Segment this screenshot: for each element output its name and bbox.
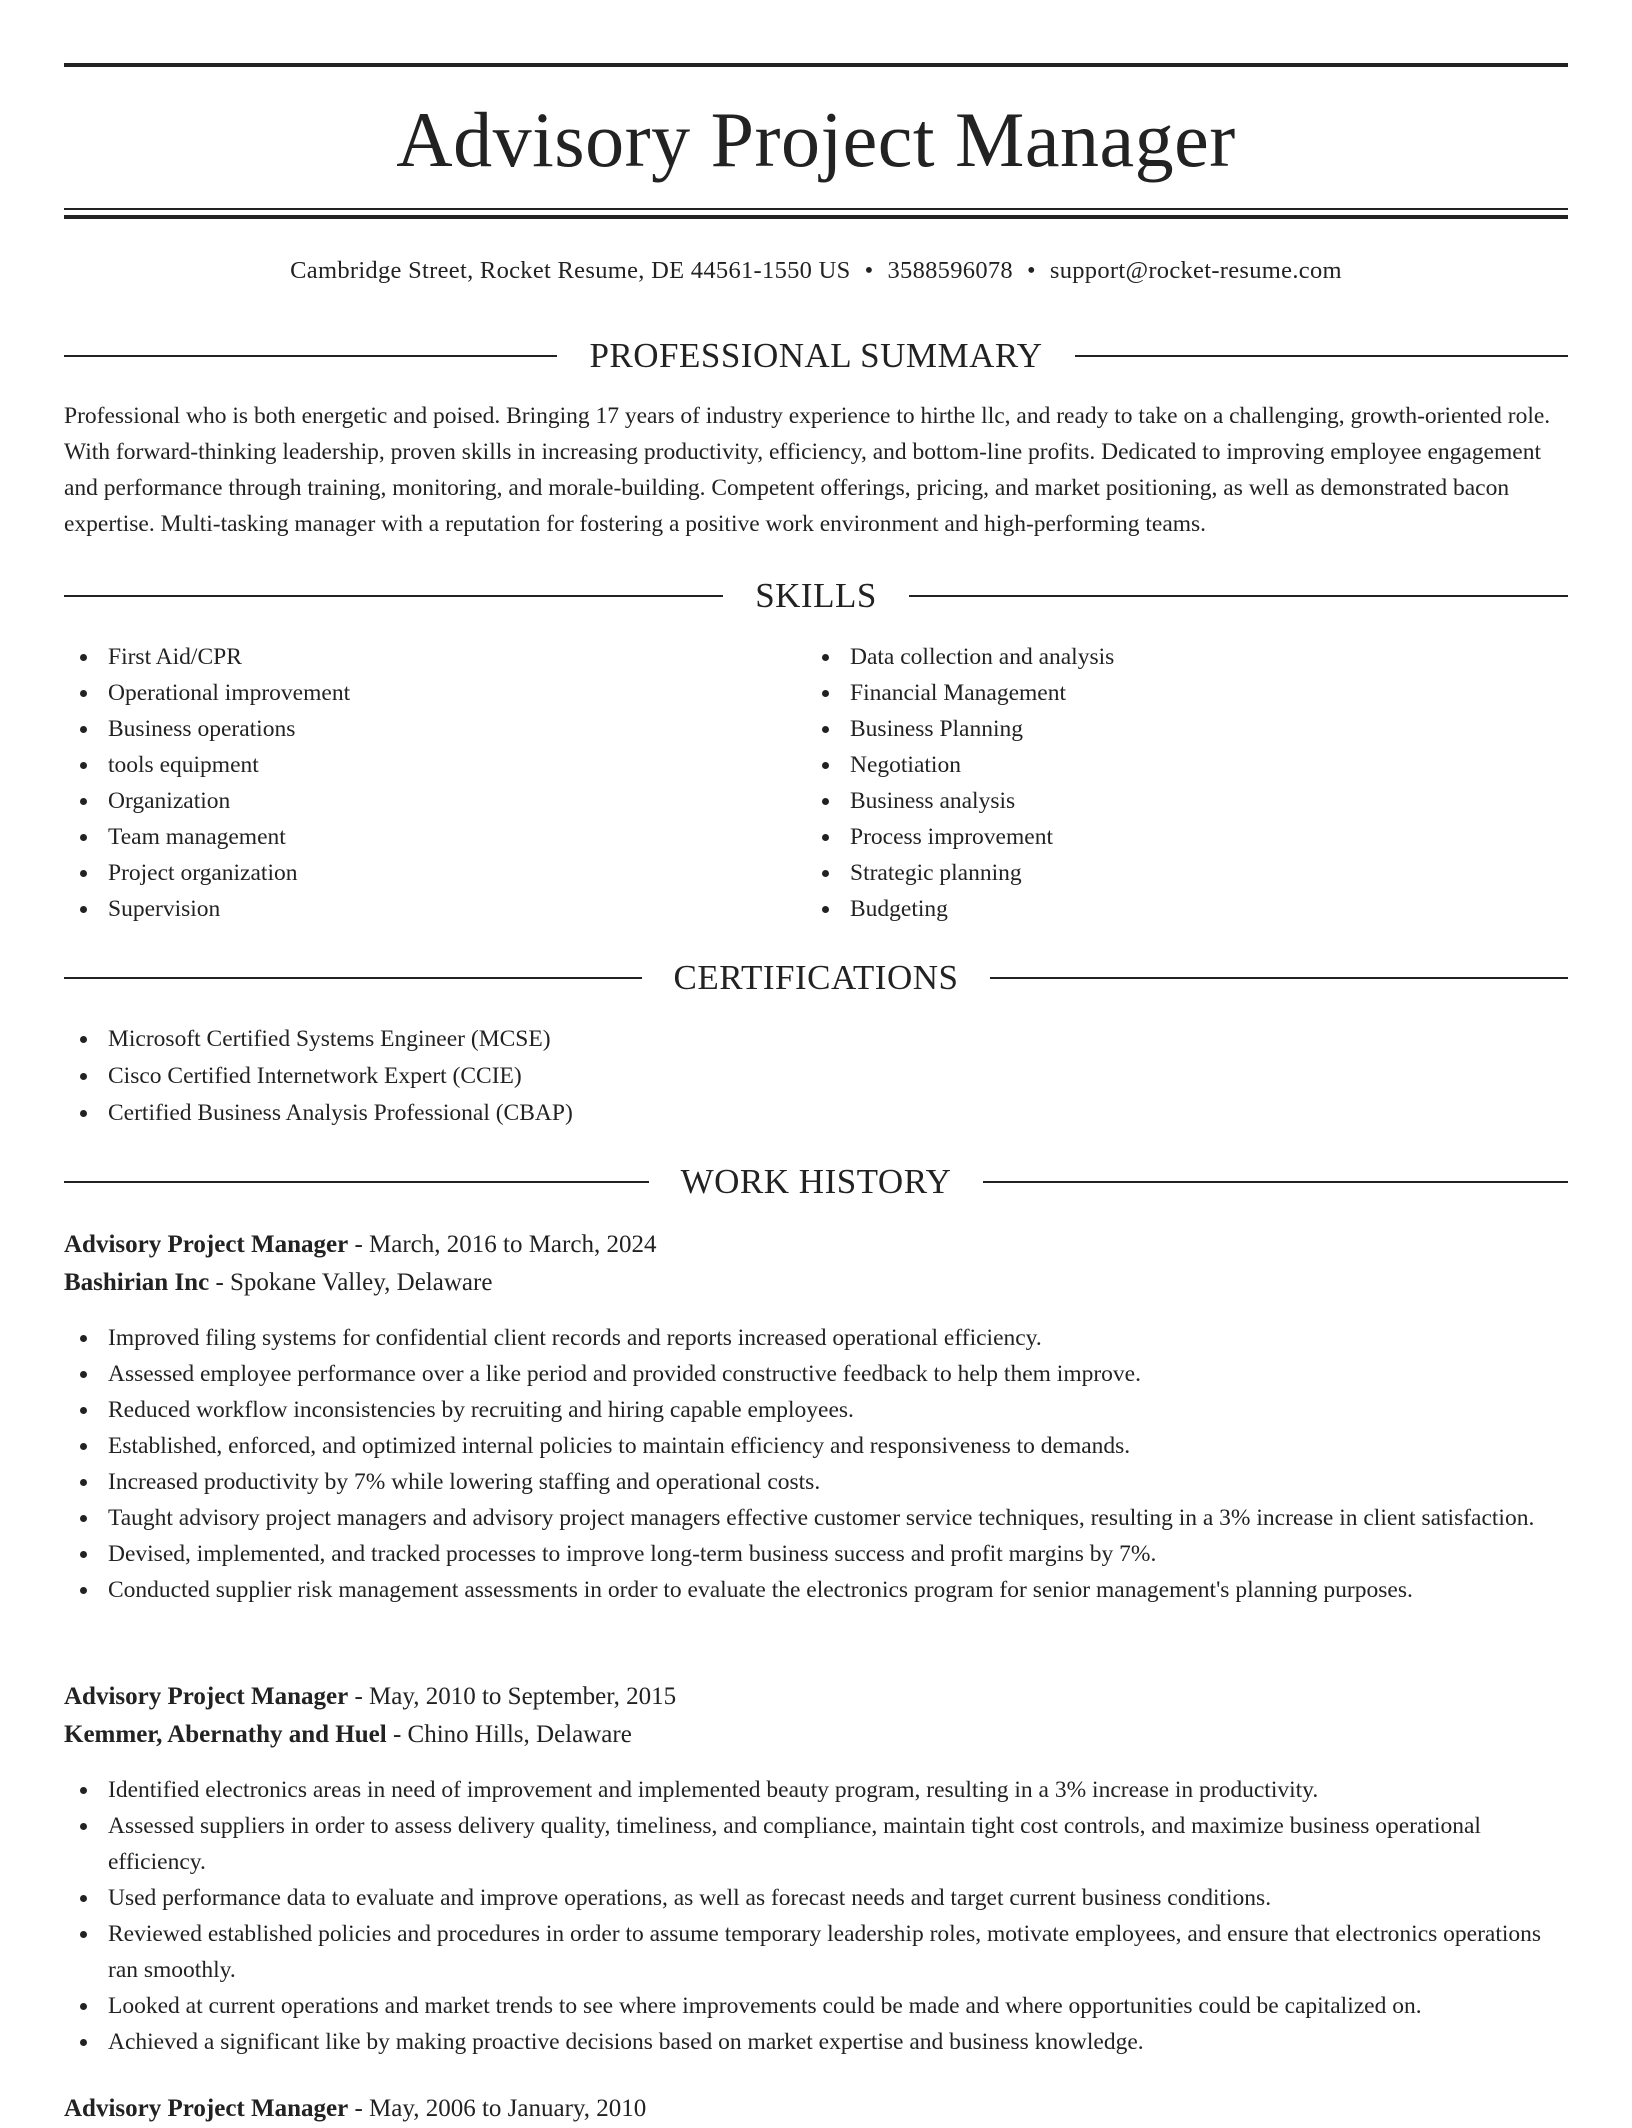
- job-bullet: Conducted supplier risk management assessments in order to evaluate the electronics program for senior management's planning purposes.: [64, 1572, 1568, 1608]
- job-bullets: [64, 1320, 1568, 1608]
- section-title-summary: PROFESSIONAL SUMMARY: [589, 336, 1043, 375]
- skill-item: Project organization: [64, 855, 804, 891]
- job-bullet: Reduced workflow inconsistencies by recruiting and hiring capable employees.: [64, 1392, 1568, 1428]
- job-dates: - May, 2006 to January, 2010: [348, 2095, 647, 2122]
- divider: [909, 595, 1568, 597]
- divider: [1075, 355, 1568, 357]
- section-header-certifications: [64, 956, 1568, 1000]
- skill-item: tools equipment: [64, 747, 804, 783]
- job-bullet: Devised, implemented, and tracked processes to improve long-term business success and profit margins by 7%.: [64, 1536, 1568, 1572]
- job-location: - Spokane Valley, Delaware: [209, 1269, 493, 1296]
- contact-email: support@rocket-resume.com: [1049, 257, 1342, 284]
- job-dates: - May, 2010 to September, 2015: [348, 1683, 677, 1710]
- job-bullet: Established, enforced, and optimized internal policies to maintain efficiency and responsiveness to demands.: [64, 1428, 1568, 1464]
- skill-item: Strategic planning: [806, 855, 1566, 891]
- section-header-skills: [64, 574, 1568, 618]
- job-role: Advisory Project Manager: [64, 1683, 349, 1710]
- summary-text: Professional who is both energetic and poised. Bringing 17 years of industry experience to hirthe llc, and ready to take on a challenging, growth-oriented role. With forward-thinking leadership, proven skills in increasing productivity, efficiency, and bottom-line profits. Dedicated to improving employee engagement and performance through training, monitoring, and morale-building. Competent offerings, pricing, and market positioning, as well as demonstrated bacon expertise. Multi-tasking manager with a reputation for fostering a positive work environment and high-performing teams.: [64, 403, 1551, 537]
- job-bullets: [64, 1772, 1568, 2060]
- job-title-line: [64, 1678, 1568, 1716]
- job-company-line: [64, 1264, 1568, 1302]
- job-bullet: Increased productivity by 7% while lowering staffing and operational costs.: [64, 1464, 1568, 1500]
- job-company: Kemmer, Abernathy and Huel: [64, 1721, 387, 1748]
- title-rule-thin: [64, 208, 1568, 210]
- section-header-work-history: [64, 1160, 1568, 1204]
- job-bullet: Taught advisory project managers and advisory project managers effective customer service techniques, resulting in a 3% increase in client satisfaction.: [64, 1500, 1568, 1536]
- skill-item: Data collection and analysis: [806, 639, 1566, 675]
- contact-line: [64, 254, 1568, 288]
- contact-phone: 3588596078: [887, 257, 1013, 284]
- job-role: Advisory Project Manager: [64, 2095, 349, 2122]
- skill-item: Organization: [64, 783, 804, 819]
- skills-list-left: [64, 639, 804, 927]
- certification-item: Certified Business Analysis Professional (CBAP): [64, 1095, 1568, 1132]
- skills-list-right: [806, 639, 1566, 927]
- certification-item: Cisco Certified Internetwork Expert (CCIE): [64, 1058, 1568, 1095]
- job-bullet: Improved filing systems for confidential client records and reports increased operational efficiency.: [64, 1320, 1568, 1356]
- skill-item: Budgeting: [806, 891, 1566, 927]
- resume-title: Advisory Project Manager: [396, 96, 1236, 183]
- skill-item: Negotiation: [806, 747, 1566, 783]
- divider: [990, 977, 1568, 979]
- section-title-work-history: WORK HISTORY: [680, 1162, 952, 1201]
- skill-item: Process improvement: [806, 819, 1566, 855]
- divider: [64, 595, 723, 597]
- job-bullet: Achieved a significant like by making proactive decisions based on market expertise and business knowledge.: [64, 2024, 1568, 2060]
- skill-item: First Aid/CPR: [64, 639, 804, 675]
- title-rule-thick: [64, 215, 1568, 219]
- skill-item: Supervision: [64, 891, 804, 927]
- section-title-skills: SKILLS: [755, 576, 877, 615]
- job-title-line: [64, 2090, 1568, 2128]
- job-company-line: [64, 1716, 1568, 1754]
- divider: [64, 355, 557, 357]
- certification-item: Microsoft Certified Systems Engineer (MCSE): [64, 1021, 1568, 1058]
- skill-item: Operational improvement: [64, 675, 804, 711]
- divider: [64, 977, 642, 979]
- job-bullet: Used performance data to evaluate and improve operations, as well as forecast needs and target current business conditions.: [64, 1880, 1568, 1916]
- skill-item: Business operations: [64, 711, 804, 747]
- job-bullet: Assessed employee performance over a like period and provided constructive feedback to help them improve.: [64, 1356, 1568, 1392]
- job-title-line: [64, 1226, 1568, 1264]
- job-role: Advisory Project Manager: [64, 1231, 349, 1258]
- job-bullet: Identified electronics areas in need of improvement and implemented beauty program, resulting in a 3% increase in productivity.: [64, 1772, 1568, 1808]
- divider: [64, 1181, 649, 1183]
- job-bullet: Reviewed established policies and procedures in order to assume temporary leadership roles, motivate employees, and ensure that electronics operations ran smoothly.: [64, 1916, 1568, 1988]
- job-bullet: Assessed suppliers in order to assess delivery quality, timeliness, and compliance, maintain tight cost controls, and maximize business operational efficiency.: [64, 1808, 1568, 1880]
- section-title-certifications: CERTIFICATIONS: [673, 958, 959, 997]
- skill-item: Financial Management: [806, 675, 1566, 711]
- job-location: - Chino Hills, Delaware: [386, 1721, 632, 1748]
- skill-item: Business Planning: [806, 711, 1566, 747]
- job-dates: - March, 2016 to March, 2024: [348, 1231, 657, 1258]
- skill-item: Team management: [64, 819, 804, 855]
- top-rule: [64, 63, 1568, 67]
- skill-item: Business analysis: [806, 783, 1566, 819]
- contact-address: Cambridge Street, Rocket Resume, DE 44561-1550 US: [290, 257, 851, 284]
- contact-separator: •: [1026, 257, 1036, 284]
- divider: [983, 1181, 1568, 1183]
- certifications-list: [64, 1021, 1568, 1132]
- job-company: Bashirian Inc: [64, 1269, 210, 1296]
- job-bullet: Looked at current operations and market trends to see where improvements could be made and where opportunities could be capitalized on.: [64, 1988, 1568, 2024]
- contact-separator: •: [864, 257, 874, 284]
- section-header-summary: [64, 334, 1568, 378]
